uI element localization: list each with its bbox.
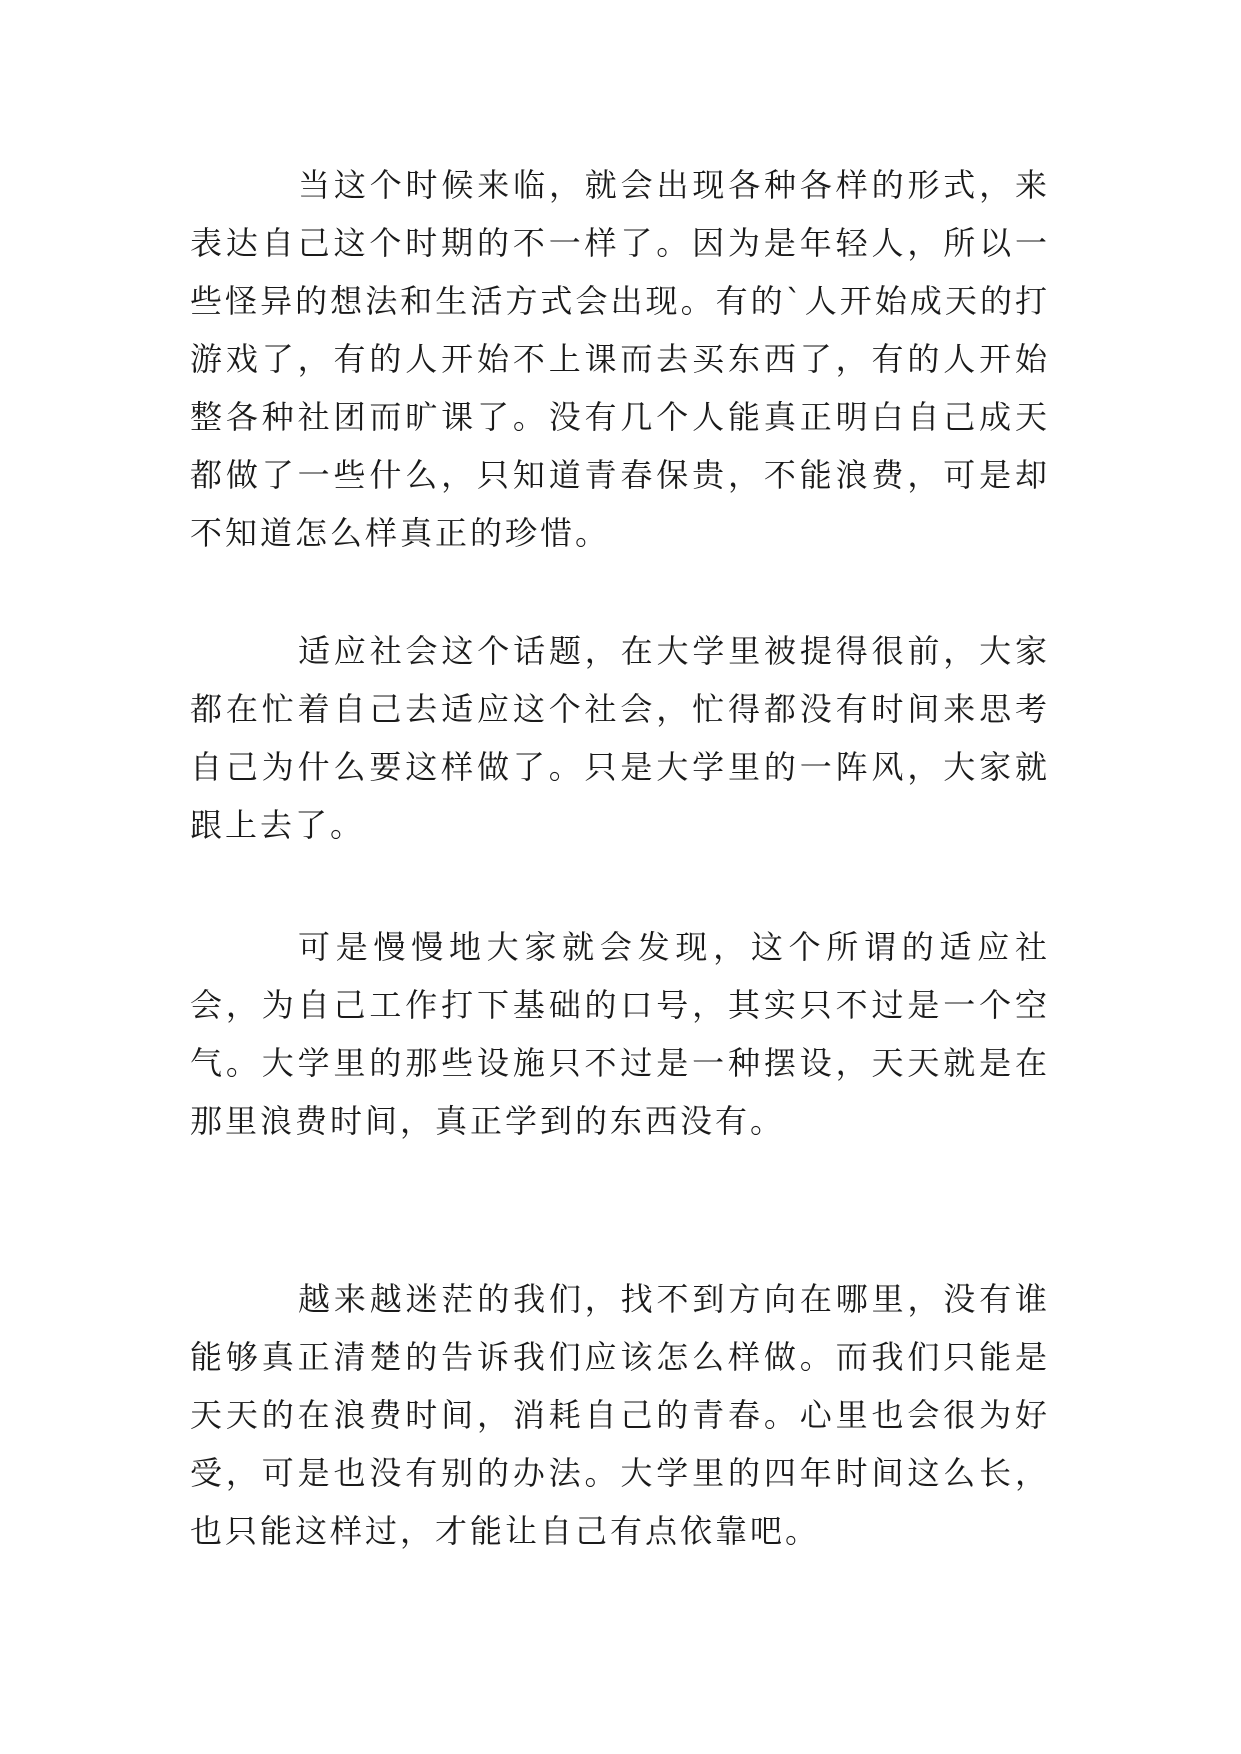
- paragraph-2: 适应社会这个话题，在大学里被提得很前，大家都在忙着自己去适应这个社会，忙得都没有时间来思考自己为什么要这样做了。只是大学里的一阵风，大家就跟上去了。: [190, 632, 1050, 844]
- paragraph-4: 越来越迷茫的我们，找不到方向在哪里，没有谁能够真正清楚的告诉我们应该怎么样做。而我们只能是天天的在浪费时间，消耗自己的青春。心里也会很为好受，可是也没有别的办法。大学里的四年时间这么长，也只能这样过，才能让自己有点依靠吧。: [190, 1280, 1050, 1550]
- paragraph-3: 可是慢慢地大家就会发现，这个所谓的适应社会，为自己工作打下基础的口号，其实只不过是一个空气。大学里的那些设施只不过是一种摆设，天天就是在那里浪费时间，真正学到的东西没有。: [190, 928, 1050, 1140]
- paragraph-1: 当这个时候来临，就会出现各种各样的形式，来表达自己这个时期的不一样了。因为是年轻人，所以一些怪异的想法和生活方式会出现。有的`人开始成天的打游戏了，有的人开始不上课而去买东西了，有的人开始整各种社团而旷课了。没有几个人能真正明白自己成天都做了一些什么，只知道青春保贵，不能浪费，可是却不知道怎么样真正的珍惜。: [190, 166, 1050, 552]
